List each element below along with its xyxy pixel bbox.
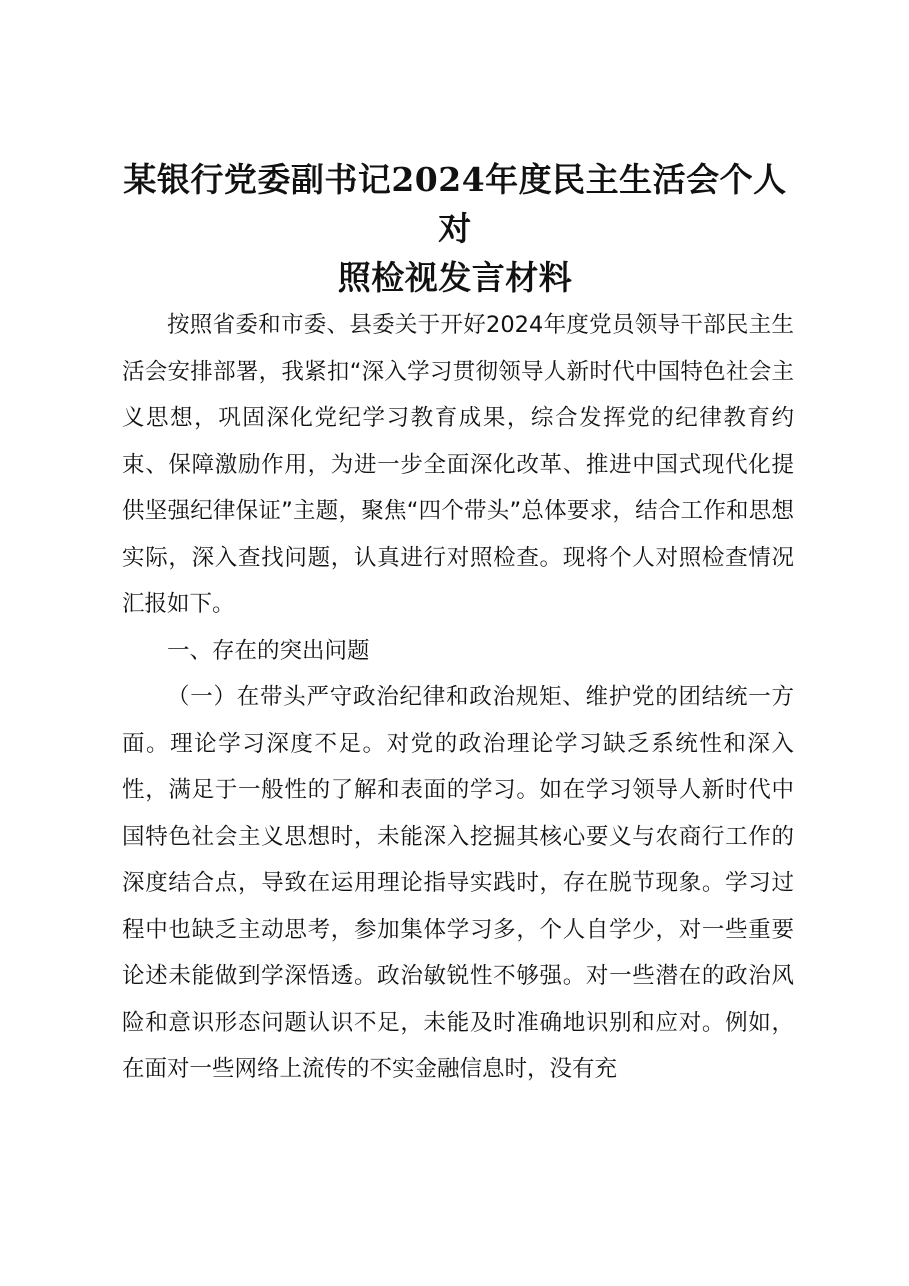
document-title	[115, 155, 795, 302]
section-heading: 一、存在的突出问题	[167, 637, 370, 664]
intro-paragraph: 按照省委和市委、县委关于开好2024年度党员领导干部民主生活会安排部署，我紧扣“深入学习贯彻领导人新时代中国特色社会主义思想，巩固深化党纪学习教育成果，综合发挥党的纪律教育约束、保障激励作用，为进一步全面深化改革、推进中国式现代化提供坚强纪律保证”主题，聚焦“四个带头”总体要求，结合工作和思想实际，深入查找问题，认真进行对照检查。现将个人对照检查情况汇报如下。	[122, 312, 794, 617]
document-body	[122, 302, 794, 1093]
document-title-line-2: 照检视发言材料	[337, 258, 573, 297]
section-paragraph: （一）在带头严守政治纪律和政治规矩、维护党的团结统一方面。理论学习深度不足。对党的政治理论学习缺乏系统性和深入性，满足于一般性的了解和表面的学习。如在学习领导人新时代中国特色社会主义思想时，未能深入挖掘其核心要义与农商行工作的深度结合点，导致在运用理论指导实践时，存在脱节现象。学习过程中也缺乏主动思考，参加集体学习多，个人自学少，对一些重要论述未能做到学深悟透。政治敏锐性不够强。对一些潜在的政治风险和意识形态问题认识不足，未能及时准确地识别和应对。例如，在面对一些网络上流传的不实金融信息时，没有充	[122, 684, 794, 1082]
document-title-line-1: 某银行党委副书记2024年度民主生活会个人对	[123, 160, 787, 248]
